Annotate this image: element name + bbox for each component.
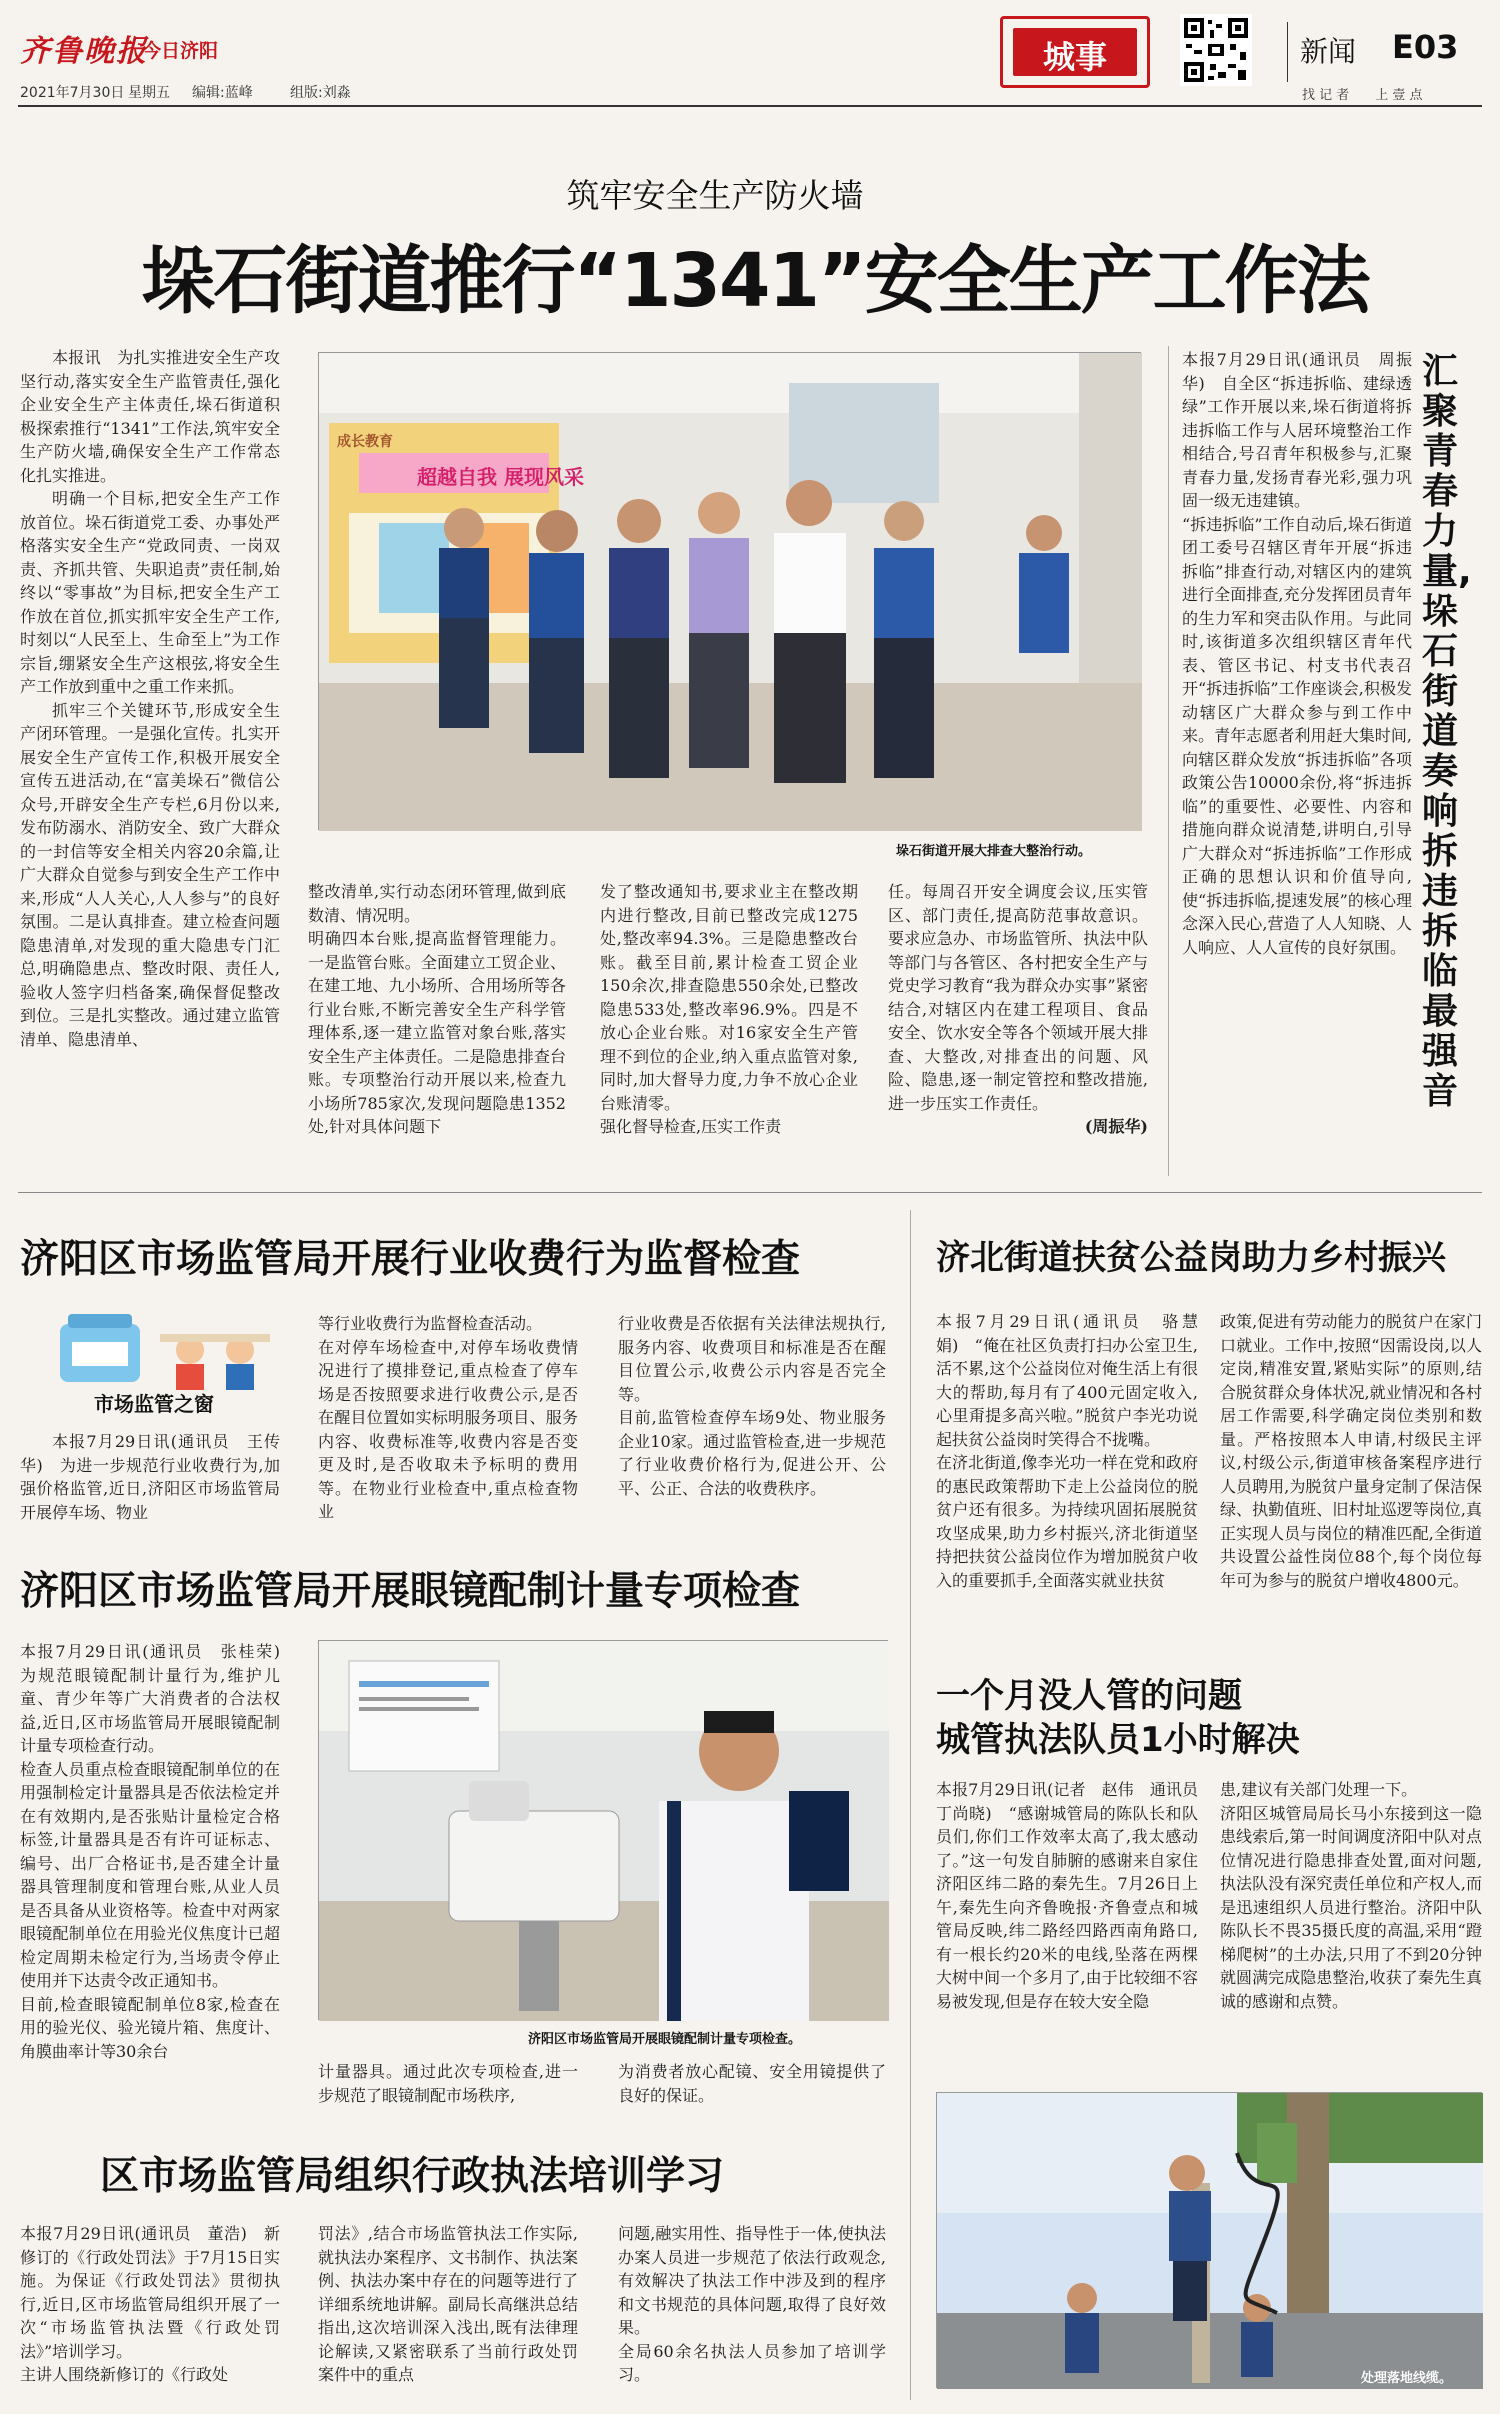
- issue-date: 2021年7月30日: [20, 85, 125, 101]
- wall-slogan: 超越自我 展现风采: [417, 465, 584, 489]
- masthead-rule: [18, 105, 1482, 107]
- glasses-photo-caption: 济阳区市场监管局开展眼镜配制计量专项检查。: [528, 2032, 802, 2047]
- page-number: E03: [1392, 28, 1459, 66]
- poverty-headline: 济北街道扶贫公益岗助力乡村振兴: [936, 1238, 1446, 1278]
- lead-headline: 垛石街道推行“1341”安全生产工作法: [141, 238, 1369, 324]
- lead-column-4: [888, 880, 1148, 1176]
- market-window-badge: [40, 1306, 276, 1418]
- wall-brand: 成长教育: [337, 434, 393, 450]
- lead-kicker: 筑牢安全生产防火墙: [566, 176, 864, 215]
- training-column-1: 本报7月29日讯(通讯员 董浩) 新修订的《行政处罚法》于7月15日实施。为保证《行政处罚法》贯彻执行,近日,区市场监管局组织开展了一次“市场监管执法暨《行政处罚法》”培训学习。 主讲人围绕新修订的《行政处: [20, 2224, 280, 2384]
- youth-body: 本报7月29日讯(通讯员 周振华) 自全区“拆违拆临、建绿透绿”工作开展以来,垛石街道将拆违拆临工作与人居环境整治工作相结合,号召青年积极参与,汇聚青春力量,发扬青春光彩,强力巩固一级无违建镇。 “拆违拆临”工作自动后,垛石街道团工委号召辖区青年开展“拆违拆临”排查行动,对辖区内的建筑进行全面排查,充分发挥团员青年的生力军和突击队作用。与此同时,该街道多次组织辖区青年代表、管区书记、村支书代表召开“拆违拆临”工作座谈会,积极发动辖区广大群众参与到工作中来。青年志愿者利用赶大集时间,向辖区群众发放“拆违拆临”各项政策公告10000余份,将“拆违拆临”的重要性、必要性、内容和措施向群众说清楚,讲明白,引导广大群众对“拆违拆临”工作形成正确的思想认识和价值导向,使“拆违拆临,提速发展”的核心理念深入民心,营造了人人知晓、人人响应、人人宣传的良好氛围。: [1182, 350, 1412, 957]
- glasses-headline: 济阳区市场监管局开展眼镜配制计量专项检查: [20, 1569, 801, 1614]
- issue-weekday: 星期五: [128, 85, 170, 101]
- lead-paragraph: 明确一个目标,把安全生产工作放首位。垛石街道党工委、办事处严格落实安全生产“党政同责、一岗双责、齐抓共管、失职追责”责任制,始终以“零事故”为目标,把安全生产工作放在首位,抓实抓牢安全生产工作,时刻以“人民至上、生命至上”为工作宗旨,绷紧安全生产这根弦,将安全生产工作放到重中之重工作来抓。: [20, 489, 280, 696]
- urban-column-2: 患,建议有关部门处理一下。 济阳区城管局局长马小东接到这一隐患线索后,第一时间调度济阳中队对点位情况进行隐患排查处置,面对问题,执法队没有深究责任单位和产权人,而是迅速组织人员进行整治。济阳中队陈队长不畏35摄氏度的高温,采用“蹬梯爬树”的土办法,只用了不到20分钟就圆满完成隐患整治,收获了秦先生真诚的感谢和点赞。: [1220, 1780, 1482, 2011]
- market-window-icon: [40, 1306, 276, 1394]
- training-column-3: 问题,融实用性、指导性于一体,使执法办案人员进一步规范了依法行政观念,有效解决了执法工作中涉及到的程序和文书规范的具体问题,取得了良好效果。 全局60余名执法人员参加了培训学习。: [618, 2224, 886, 2384]
- lead-paragraph: 任。每周召开安全调度会议,压实管区、部门责任,提高防范事故意识。要求应急办、市场监管所、执法中队等部门与各管区、各村把安全生产与党史学习教育“我为群众办实事”紧密结合,对辖区内在建工程项目、食品安全、饮水安全等各个领域开展大排查、大整改,对排查出的问题、风险、隐患,逐一制定管控和整改措施,进一步压实工作责任。: [888, 882, 1148, 1113]
- category-label: 新闻: [1300, 35, 1357, 68]
- newspaper-logo: 齐鲁晚报: [20, 34, 148, 69]
- urban-headline-line-2: 城管执法队员1小时解决: [936, 1720, 1300, 1760]
- editor-credit: 编辑:蓝峰: [192, 85, 253, 101]
- masthead-slogan: 找 记 者 上 壹 点: [1302, 88, 1423, 103]
- poverty-column-2: 政策,促进有劳动能力的脱贫户在家门口就业。工作中,按照“因需设岗,以人定岗,精准安置,紧贴实际”的原则,结合脱贫群众身体状况,就业情况和各村居工作需要,科学确定岗位类别和数量。严格按照本人申请,村级民主评议,村级公示,街道审核备案程序进行人员聘用,为脱贫户量身定制了保洁保绿、执勤值班、旧村址巡逻等岗位,真正实现人员与岗位的精准匹配,全街道共设置公益性岗位88个,每个岗位每年可为参与的脱贫户增收4800元。: [1220, 1312, 1482, 1590]
- badge-label: 市场监管之窗: [94, 1392, 214, 1416]
- urban-photo: [936, 2092, 1482, 2388]
- glasses-column-1: 本报7月29日讯(通讯员 张桂荣) 为规范眼镜配制计量行为,维护儿童、青少年等广大消费者的合法权益,近日,区市场监管局开展眼镜配制计量专项检查行动。 检查人员重点检查眼镜配制单位的在用强制检定计量器具是否依法检定并在有效期内,是否张贴计量检定合格标签,计量器具是否有许可证标志、编号、出厂合格证书,是否建全计量器具管理制度和管理台账,从业人员是否具备从业资格等。检查中对两家眼镜配制单位在用验光仪焦度计已超检定周期未检定行为,当场责令停止使用并下达责令改正通知书。 目前,检查眼镜配制单位8家,检查在用的验光仪、验光镜片箱、焦度计、角膜曲率计等30余台: [20, 1642, 280, 2061]
- youth-headline: 汇聚青春力量,垛石街道奏响拆违拆临最强音: [1422, 351, 1472, 1112]
- urban-column-1: 本报7月29日讯(记者 赵伟 通讯员 丁尚晓) “感谢城管局的陈队长和队员们,你们工作效率太高了,我太感动了。”这一句发自肺腑的感谢来自家住济阳区纬二路的秦先生。7月26日上午,秦先生向齐鲁晚报·齐鲁壹点和城管局反映,纬二路经四路西南角路口,有一根长约20米的电线,坠落在两棵大树中间一个多月了,由于比较细不容易被发现,但是存在较大安全隐: [936, 1780, 1215, 2011]
- masthead: [0, 0, 1500, 110]
- glasses-column-2: [318, 2060, 578, 2110]
- glasses-paragraph: 为消费者放心配镜、安全用镜提供了良好的保证。: [618, 2062, 886, 2105]
- inspection-scene: [319, 353, 1142, 831]
- fees-column-3: 行业收费是否依据有关法律法规执行,服务内容、收费项目和标准是否在醒目位置公示,收费公示内容是否完全等。 目前,监管检查停车场9处、物业服务企业10家。通过监管检查,进一步规范了行业收费价格行为,促进公开、公平、公正、合法的收费秩序。: [618, 1314, 886, 1498]
- poverty-column-1: 本报7月29日讯(通讯员 骆慧娟) “俺在社区负责打扫办公室卫生,活不累,这个公益岗位对俺生活上有很大的帮助,每月有了400元固定收入,心里甭提多高兴啦。”脱贫户李光功说起扶贫公益岗时笑得合不拢嘴。 在济北街道,像李光功一样在党和政府的惠民政策帮助下走上公益岗位的脱贫户还有很多。为持续巩固拓展脱贫攻坚成果,助力乡村振兴,济北街道坚持把扶贫公益岗位作为增加脱贫户收入的重要抓手,全面落实就业扶贫: [936, 1312, 1198, 1590]
- section-label: 城事: [1042, 38, 1107, 76]
- lead-author: (周振华): [1084, 1117, 1148, 1136]
- qr-code-icon: [1180, 14, 1252, 86]
- training-headline: 区市场监管局组织行政执法培训学习: [100, 2154, 725, 2199]
- layout-credit: 组版:刘淼: [290, 85, 351, 101]
- glasses-column-3: [618, 2060, 886, 2110]
- training-column-2: 罚法》,结合市场监管执法工作实际,就执法办案程序、文书制作、执法案例、执法办案中存在的问题等进行了详细系统地讲解。副局长高继洪总结指出,这次培训深入浅出,既有法律理论解读,又紧密联系了当前行政处罚案件中的重点: [318, 2224, 578, 2384]
- lead-column-2: 整改清单,实行动态闭环管理,做到底数清、情况明。 明确四本台账,提高监督管理能力。一是监管台账。全面建立工贸企业、在建工地、九小场所、合用场所等各行业台账,不断完善安全生产科学管理体系,逐一建立监管对象台账,落实安全生产主体责任。二是隐患排查台账。专项整治行动开展以来,检查九小场所785家次,发现问题隐患1352处,针对具体问题下: [308, 882, 566, 1136]
- edition-name: 今日济阳: [142, 40, 219, 62]
- cable-repair-scene: [937, 2093, 1483, 2389]
- eye-exam-scene: [319, 1641, 889, 2021]
- lead-paragraph: 本报讯 为扎实推进安全生产攻坚行动,落实安全生产监管责任,强化企业安全生产主体责任,垛石街道积极探索推行“1341”工作法,筑牢安全生产防火墙,确保安全生产工作常态化扎实推进。: [20, 348, 280, 485]
- fees-column-1: [20, 1430, 280, 1530]
- lead-paragraph: 抓牢三个关键环节,形成安全生产闭环管理。一是强化宣传。扎实开展安全生产宣传工作,积极开展安全宣传五进活动,在“富美垛石”微信公众号,开辟安全生产专栏,6月份以来,发布防溺水、消防安全、致广大群众的一封信等安全相关内容20余篇,让广大群众自觉参与到安全生产工作中来,形成“人人关心,人人参与”的良好氛围。二是认真排查。建立检查问题隐患清单,对发现的重大隐患专门汇总,明确隐患点、整改时限、责任人,验收人签字归档备案,确保督促整改到位。三是扎实整改。通过建立监管清单、隐患清单、: [20, 700, 280, 1049]
- lead-column-1: [20, 346, 280, 1176]
- fees-headline: 济阳区市场监管局开展行业收费行为监督检查: [20, 1237, 801, 1282]
- urban-photo-caption: 处理落地线缆。: [1361, 2371, 1453, 2386]
- urban-headline-line-1: 一个月没人管的问题: [936, 1676, 1242, 1716]
- glasses-photo: [318, 1640, 888, 2020]
- fees-column-2: 等行业收费行为监督检查活动。 在对停车场检查中,对停车场收费情况进行了摸排登记,重点检查了停车场是否按照要求进行收费公示,是否在醒目位置如实标明服务项目、服务内容、收费标准等,收费内容是否变更及时,是否收取未予标明的费用等。在物业行业检查中,重点检查物业: [318, 1314, 578, 1521]
- section-tag: [1000, 16, 1150, 88]
- glasses-paragraph: 计量器具。通过此次专项检查,进一步规范了眼镜制配市场秩序,: [318, 2062, 578, 2105]
- fees-paragraph: 本报7月29日讯(通讯员 王传华) 为进一步规范行业收费行为,加强价格监管,近日,济阳区市场监管局开展停车场、物业: [20, 1432, 280, 1522]
- lead-photo: [318, 352, 1141, 830]
- lead-photo-caption: 垛石街道开展大排查大整治行动。: [896, 844, 1092, 859]
- lead-column-3: 发了整改通知书,要求业主在整改期内进行整改,目前已整改完成1275处,整改率94.3%。三是隐患整改台账。截至目前,累计检查工贸企业150余次,排查隐患550余处,已整改隐患533处,整改率96.9%。四是不放心企业台账。对16家安全生产管理不到位的企业,纳入重点监管对象,同时,加大督导力度,力争不放心企业台账清零。 强化督导检查,压实工作责: [600, 882, 858, 1136]
